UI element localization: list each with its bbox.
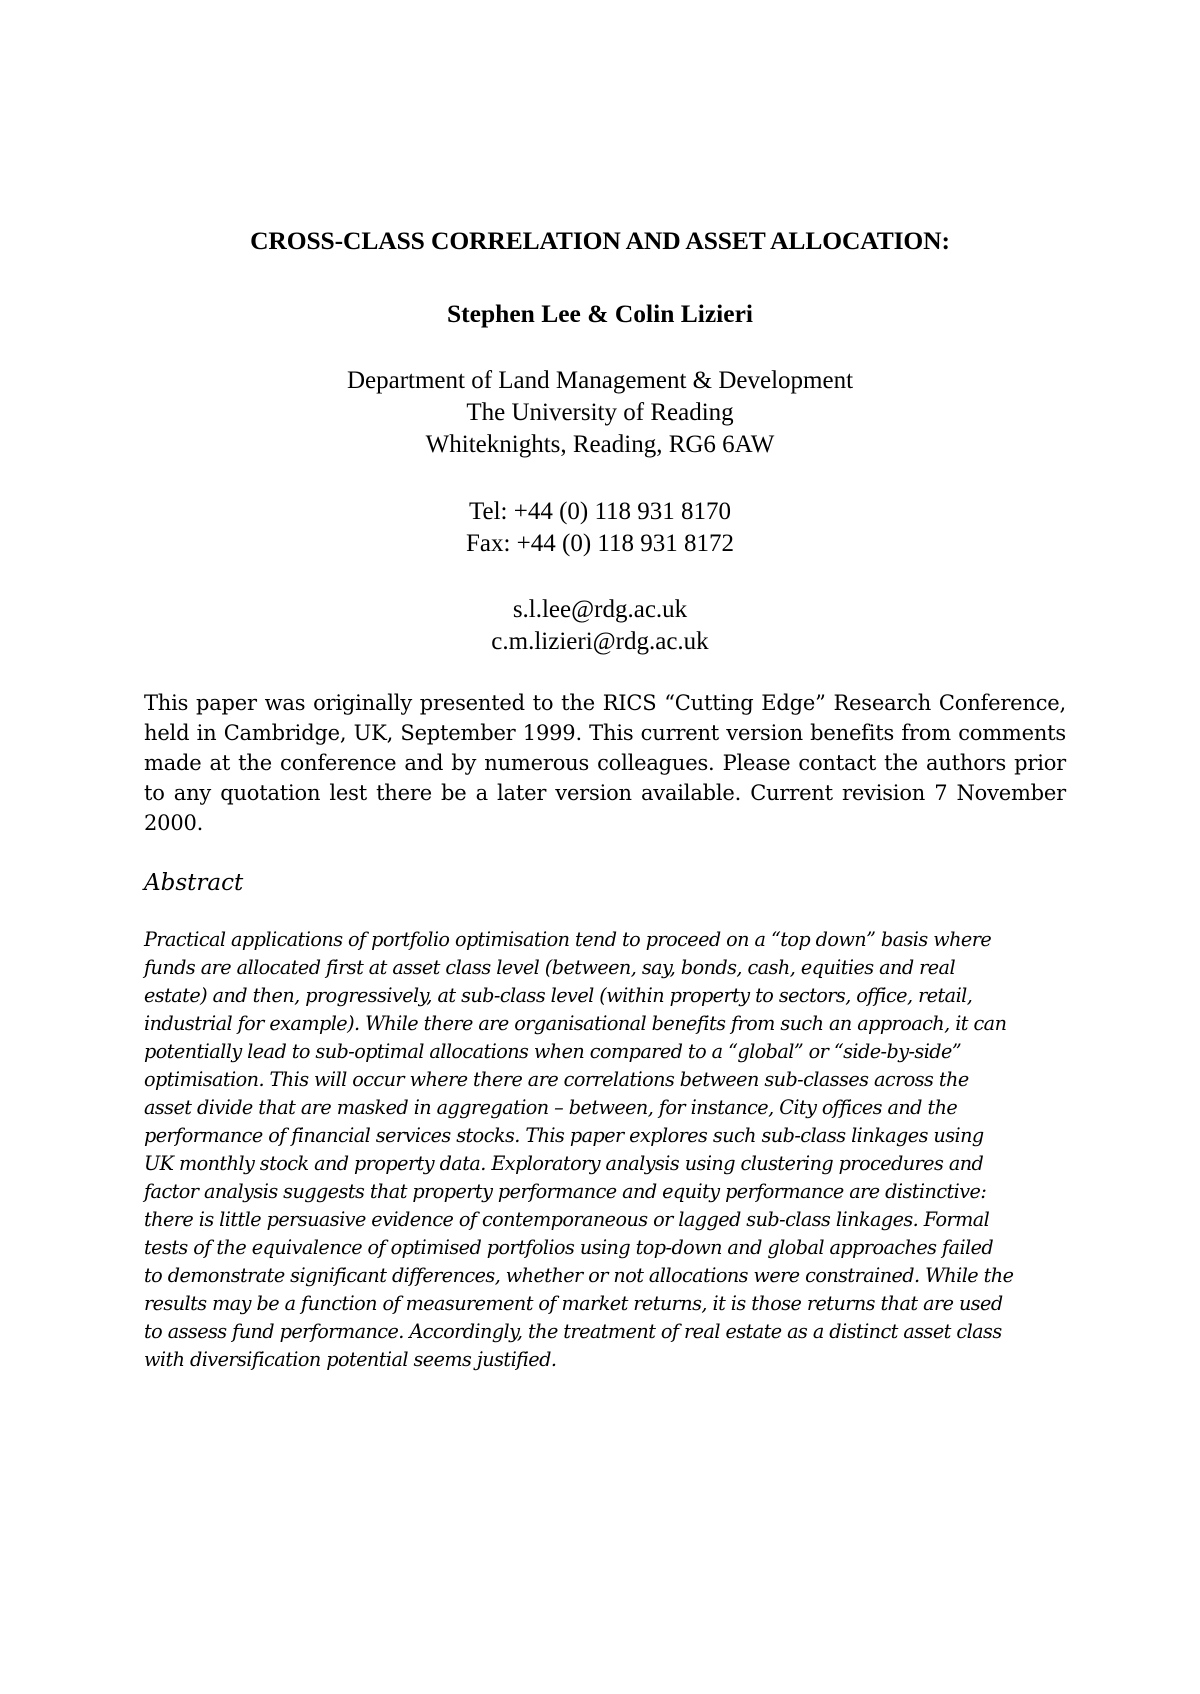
abstract-line: there is little persuasive evidence of contemporaneous or lagged sub-class linkages. Formal — [144, 1208, 990, 1231]
abstract-line: Practical applications of portfolio optimisation tend to proceed on a “top down” basis where — [144, 928, 992, 951]
abstract-line: funds are allocated first at asset class level (between, say, bonds, cash, equities and real — [144, 956, 956, 979]
paper-authors: Stephen Lee & Colin Lizieri — [447, 299, 753, 328]
abstract-line: factor analysis suggests that property performance and equity performance are distinctive: — [144, 1180, 987, 1203]
author-emails — [0, 594, 1200, 658]
abstract-line: estate) and then, progressively, at sub-class level (within property to sectors, office, retail, — [144, 984, 973, 1007]
abstract-line: with diversification potential seems justified. — [144, 1348, 557, 1371]
affiliation-address: Whiteknights, Reading, RG6 6AW — [425, 431, 775, 458]
abstract-line: UK monthly stock and property data. Exploratory analysis using clustering procedures and — [144, 1152, 984, 1175]
abstract-line: performance of financial services stocks. This paper explores such sub-class linkages using — [144, 1124, 984, 1147]
abstract-line: to assess fund performance. Accordingly, the treatment of real estate as a distinct asset class — [144, 1320, 1002, 1343]
author-affiliation — [0, 365, 1200, 461]
email-lizieri: c.m.lizieri@rdg.ac.uk — [491, 628, 709, 655]
paper-title: CROSS-CLASS CORRELATION AND ASSET ALLOCATION: — [250, 226, 950, 255]
affiliation-university: The University of Reading — [466, 399, 734, 426]
abstract-line: to demonstrate significant differences, whether or not allocations were constrained. While the — [144, 1264, 1014, 1287]
abstract-line: optimisation. This will occur where there are correlations between sub-classes across the — [144, 1068, 969, 1091]
abstract-line: tests of the equivalence of optimised portfolios using top-down and global approaches failed — [144, 1236, 994, 1259]
abstract-line: industrial for example). While there are organisational benefits from such an approach, it can — [144, 1012, 1007, 1035]
email-lee: s.l.lee@rdg.ac.uk — [512, 596, 688, 623]
abstract-line: potentially lead to sub-optimal allocations when compared to a “global” or “side-by-side” — [144, 1040, 962, 1063]
abstract-line: results may be a function of measurement of market returns, it is those returns that are used — [144, 1292, 1003, 1315]
abstract-line: asset divide that are masked in aggregation – between, for instance, City offices and the — [144, 1096, 958, 1119]
abstract-heading: Abstract — [144, 870, 244, 896]
presentation-note: This paper was originally presented to the RICS “Cutting Edge” Research Conference, held in Cambridge, UK, September 1999. This current version benefits from comments made at the conference and by numerous colleagues. Please contact the authors prior to any quotation lest there be a later version available. Current revision 7 November 2000. — [144, 691, 1066, 835]
telephone-number: Tel: +44 (0) 118 931 8170 — [468, 498, 732, 525]
abstract-body — [144, 926, 1074, 1374]
fax-number: Fax: +44 (0) 118 931 8172 — [465, 530, 735, 557]
affiliation-department: Department of Land Management & Development — [346, 367, 854, 394]
contact-numbers — [0, 496, 1200, 560]
